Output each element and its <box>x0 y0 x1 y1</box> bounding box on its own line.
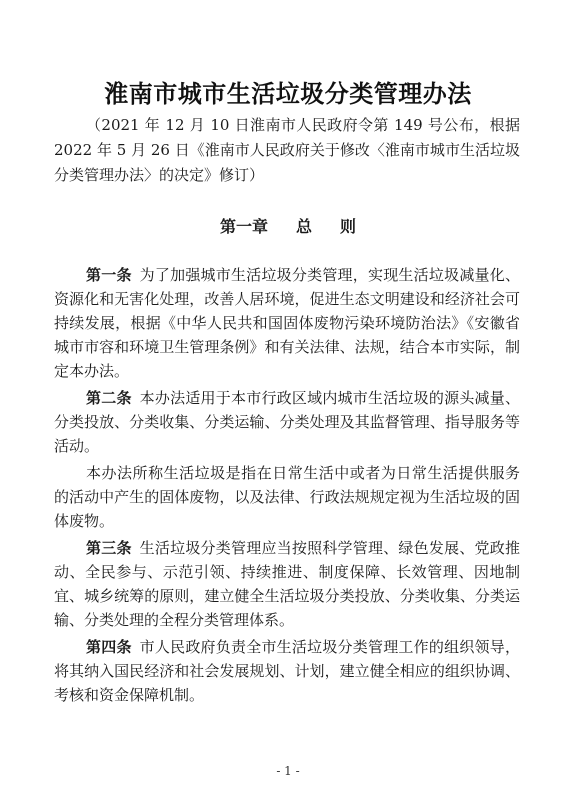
chapter-name-part-2: 则 <box>340 217 357 236</box>
source-note: （2021 年 12 月 10 日淮南市人民政府令第 149 号公布，根据 2022 年 5 月 26 日《淮南市人民政府关于修改〈淮南市城市生活垃圾分类管理办法〉的决定》修订） <box>54 116 520 184</box>
article-text: 生活垃圾分类管理应当按照科学管理、绿色发展、党政推动、全民参与、示范引领、持续推进、制度保障、长效管理、因地制宜、城乡统筹的原则，建立健全生活垃圾分类投放、分类收集、分类运输、分类处理的全程分类管理体系。 <box>54 539 520 629</box>
article-text: 市人民政府负责全市生活垃圾分类管理工作的组织领导，将其纳入国民经济和社会发展规划、计划，建立健全相应的组织协调、考核和资金保障机制。 <box>54 638 520 704</box>
document-title: 淮南市城市生活垃圾分类管理办法 <box>104 80 472 108</box>
article-text: 为了加强城市生活垃圾分类管理，实现生活垃圾减量化、资源化和无害化处理，改善人居环境，促进生态文明建设和经济社会可持续发展，根据《中华人民共和国固体废物污染环境防治法》《安徽省城市市容和环境卫生管理条例》和有关法律、法规，结合本市实际，制定本办法。 <box>54 266 520 380</box>
article-text: 本办法所称生活垃圾是指在日常生活中或者为日常生活提供服务的活动中产生的固体废物，以及法律、行政法规规定视为生活垃圾的固体废物。 <box>54 464 520 530</box>
page-number: - 1 - <box>276 764 300 778</box>
article-label: 第二条 <box>86 389 132 407</box>
article-4 <box>54 635 520 707</box>
article-label: 第三条 <box>86 539 132 557</box>
article-text: 本办法适用于本市行政区域内城市生活垃圾的源头减量、分类投放、分类收集、分类运输、分类处理及其监督管理、指导服务等活动。 <box>54 389 520 455</box>
article-1 <box>54 263 520 383</box>
article-3 <box>54 536 520 632</box>
chapter-heading <box>0 215 576 239</box>
article-label: 第四条 <box>86 638 132 656</box>
chapter-number: 第一章 <box>219 217 268 236</box>
article-2 <box>54 386 520 458</box>
chapter-name-part-1: 总 <box>295 217 312 236</box>
article-label: 第一条 <box>86 266 132 284</box>
document-body <box>54 263 520 707</box>
article-2-paragraph-2 <box>54 461 520 533</box>
